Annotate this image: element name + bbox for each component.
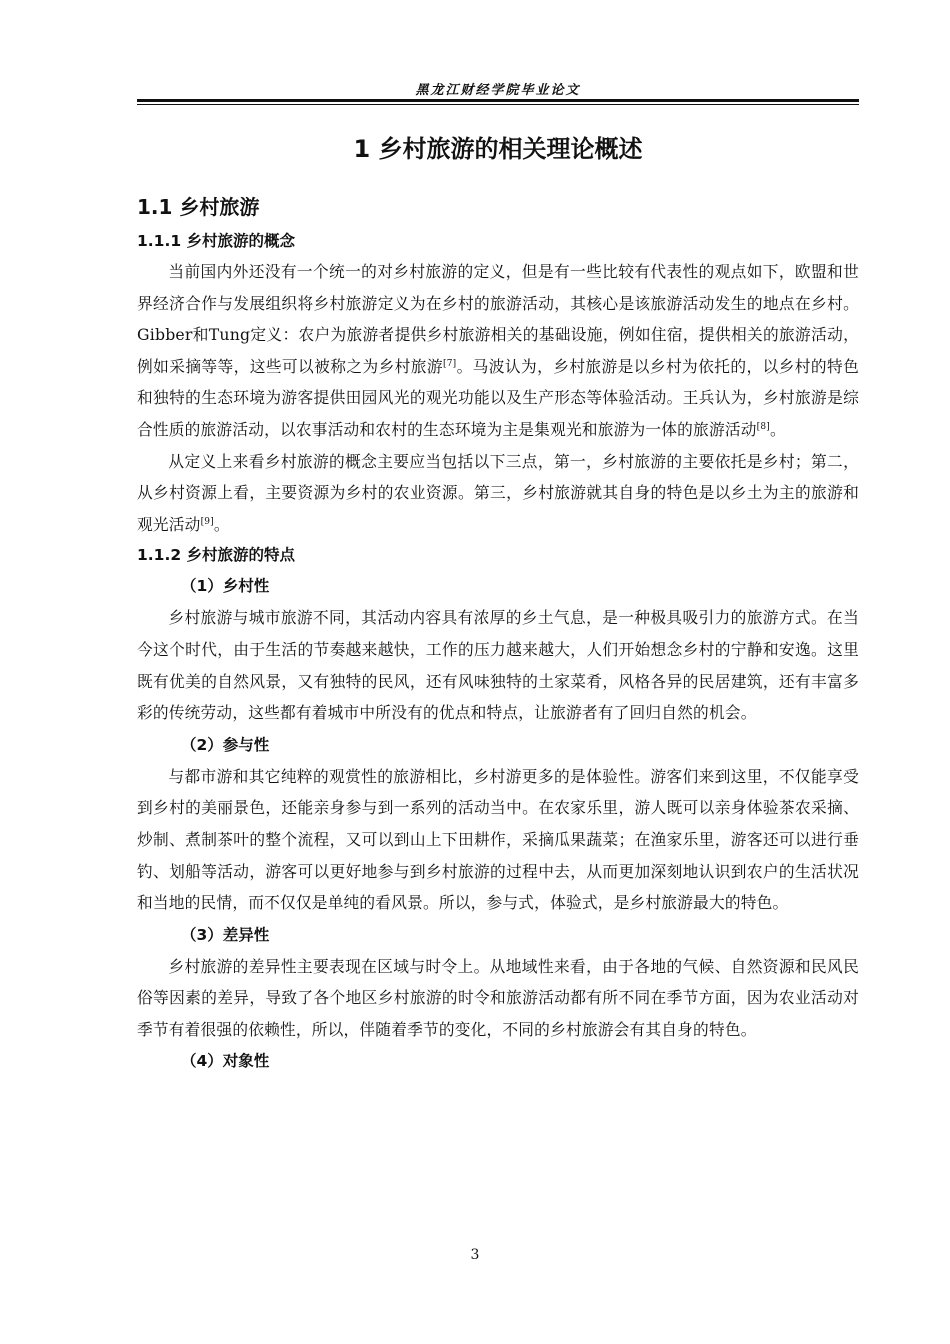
feature-text-difference: 乡村旅游的差异性主要表现在区域与时令上。从地域性来看，由于各地的气候、自然资源和民风民俗等因素的差异，导致了各个地区乡村旅游的时令和旅游活动都有所不同在季节方面，因为农业活动对季节有着很强的依赖性，所以，伴随着季节的变化，不同的乡村旅游会有其自身的特色。 — [137, 956, 859, 1039]
page-number: 3 — [470, 1247, 480, 1263]
subsection-title-1-1-2: 1.1.2 乡村旅游的特点 — [137, 546, 296, 565]
citation-ref: [7] — [443, 358, 457, 369]
feature-text-rurality: 乡村旅游与城市旅游不同，其活动内容具有浓厚的乡土气息，是一种极具吸引力的旅游方式。在当今这个时代，由于生活的节奏越来越快，工作的压力越来越大，人们开始想念乡村的宁静和安逸。这里既有优美的自然风景，又有独特的民风，还有风味独特的土家菜肴，风格各异的民居建筑，还有丰富多彩的传统劳动，这些都有着城市中所没有的优点和特点，让旅游者有了回归自然的机会。 — [137, 608, 859, 723]
feature-heading-participation: （2）参与性 — [181, 735, 270, 754]
header-rule-thick — [137, 99, 859, 102]
subsection-title-1-1-1: 1.1.1 乡村旅游的概念 — [137, 232, 296, 250]
header-rule-thin — [137, 104, 859, 105]
feature-heading-rurality: （1）乡村性 — [181, 577, 270, 596]
paragraph-concept-definitions: 当前国内外还没有一个统一的对乡村旅游的定义，但是有一些比较有代表性的观点如下，欧盟和世界经济合作与发展组织将乡村旅游定义为在乡村的旅游活动，其核心是该旅游活动发生的地点在乡村。Gibber和Tung定义：农户为旅游者提供乡村旅游相关的基础设施，例如住宿，提供相关的旅游活动，例如采摘等等，这些可以被称之为乡村旅游[7]。马波认为，乡村旅游是以乡村为依托的，以乡村的特色和独特的生态环境为游客提供田园风光的观光功能以及生产形态等体验活动。王兵认为，乡村旅游是综合性质的旅游活动，以农事活动和农村的生态环境为主是集观光和旅游为一体的旅游活动[8]。 — [137, 262, 859, 439]
paragraph-concept-summary: 从定义上来看乡村旅游的概念主要应当包括以下三点，第一，乡村旅游的主要依托是乡村；第二，从乡村资源上看，主要资源为乡村的农业资源。第三，乡村旅游就其自身的特色是以乡土为主的旅游和观光活动[9]。 — [137, 451, 859, 534]
running-header: 黑龙江财经学院毕业论文 — [415, 83, 581, 98]
feature-text-participation: 与都市游和其它纯粹的观赏性的旅游相比，乡村游更多的是体验性。游客们来到这里，不仅能享受到乡村的美丽景色，还能亲身参与到一系列的活动当中。在农家乐里，游人既可以亲身体验茶农采摘、炒制、煮制茶叶的整个流程，又可以到山上下田耕作，采摘瓜果蔬菜；在渔家乐里，游客还可以进行垂钓、划船等活动，游客可以更好地参与到乡村旅游的过程中去，从而更加深刻地认识到农户的生活状况和当地的民情，而不仅仅是单纯的看风景。所以，参与式，体验式，是乡村旅游最大的特色。 — [137, 766, 859, 913]
page-content — [137, 130, 859, 1077]
citation-ref: [9] — [200, 516, 214, 527]
feature-heading-difference: （3）差异性 — [181, 925, 270, 944]
citation-ref: [8] — [756, 421, 770, 432]
section-title-1-1: 1.1 乡村旅游 — [137, 195, 260, 219]
feature-heading-target: （4）对象性 — [181, 1052, 270, 1071]
chapter-title: 1 乡村旅游的相关理论概述 — [353, 135, 643, 163]
